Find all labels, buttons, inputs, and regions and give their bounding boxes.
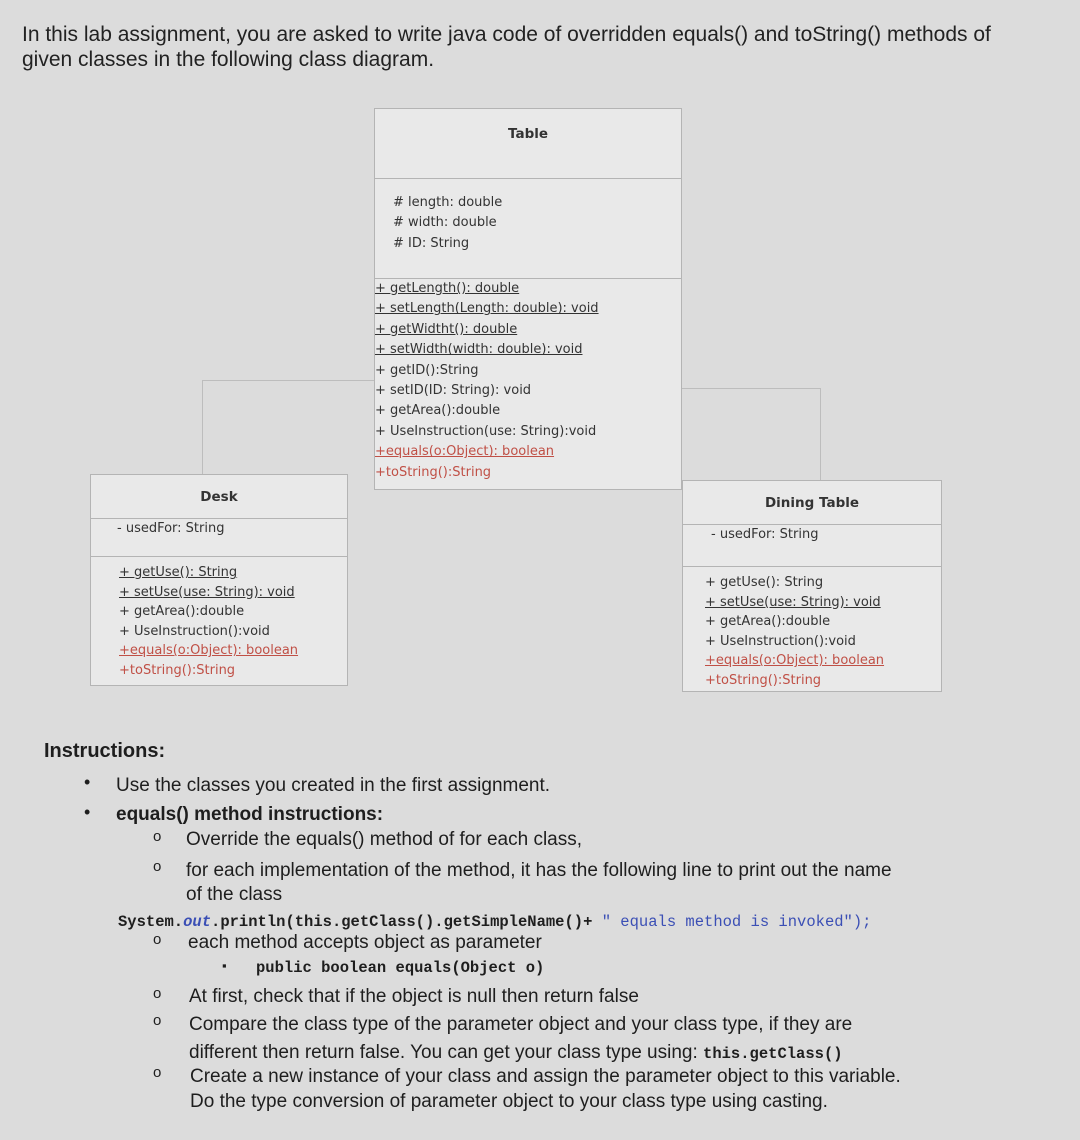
method: + UseInstruction(use: String):void [375, 423, 597, 439]
circle-bullet-icon: o [153, 858, 162, 875]
method: + getArea():double [705, 614, 831, 629]
attribute: - usedFor: String [117, 521, 225, 536]
method: + getUse(): String [705, 575, 824, 590]
circle-bullet-icon: o [153, 1012, 162, 1029]
instruction-subitem-cont: of the class [186, 884, 283, 905]
method: + getArea():double [119, 604, 245, 619]
method: +toString():String [705, 672, 822, 688]
attribute: # width: double [393, 215, 497, 231]
methods-section [375, 279, 681, 489]
method: +equals(o:Object): boolean [375, 444, 555, 460]
attributes-section [683, 525, 941, 567]
method: + getUse(): String [119, 565, 238, 580]
method: + setUse(use: String): void [705, 594, 881, 610]
attribute: - usedFor: String [711, 527, 819, 542]
attributes-section [375, 179, 681, 279]
code-string: " equals method is invoked"); [601, 913, 872, 931]
class-name: Dining Table [683, 481, 941, 525]
instruction-subitem: each method accepts object as parameter [188, 932, 542, 953]
methods-section [91, 557, 347, 685]
method: +toString():String [119, 662, 236, 678]
instruction-subitem-cont [189, 1041, 843, 1066]
square-bullet-icon: ▪ [222, 958, 227, 973]
method: + setWidth(width: double): void [375, 342, 583, 358]
method: + UseInstruction():void [119, 623, 270, 639]
attribute: # ID: String [393, 235, 470, 251]
instruction-subitem: Compare the class type of the parameter object and your class type, if they are [189, 1014, 853, 1035]
instruction-subitem: Create a new instance of your class and assign the parameter object to this variable. [190, 1066, 901, 1087]
instruction-item: Use the classes you created in the first assignment. [116, 775, 551, 796]
instruction-subitem-cont: Do the type conversion of parameter object to your class type using casting. [190, 1091, 828, 1112]
dining-connector [668, 388, 821, 481]
methods-section [683, 567, 941, 691]
instruction-subitem: At first, check that if the object is null then return false [189, 986, 639, 1007]
code-part: out [183, 913, 212, 931]
code-part: .println(this.getClass().getSimpleName()+ [211, 913, 602, 931]
uml-class-table [374, 108, 682, 490]
instructions-heading: Instructions: [44, 740, 166, 762]
method: +equals(o:Object): boolean [119, 643, 299, 658]
method: + getLength(): double [375, 281, 520, 296]
instruction-item: equals() method instructions: [116, 804, 384, 825]
instruction-subitem: Override the equals() method of for each class, [186, 829, 583, 850]
bullet-icon: • [84, 772, 91, 792]
bullet-icon: • [84, 802, 91, 822]
text-part: different then return false. You can get your class type using: [189, 1042, 704, 1063]
method: + setLength(Length: double): void [375, 301, 599, 317]
uml-class-desk [90, 474, 348, 686]
method: + setUse(use: String): void [119, 584, 295, 600]
attribute: # length: double [393, 195, 503, 210]
code-part: System. [118, 913, 184, 931]
instruction-subitem: for each implementation of the method, it has the following line to print out the name [186, 860, 892, 881]
uml-class-dining-table [682, 480, 942, 692]
circle-bullet-icon: o [153, 828, 162, 845]
circle-bullet-icon: o [153, 1064, 162, 1081]
method: +equals(o:Object): boolean [705, 653, 885, 668]
method: +toString():String [375, 464, 492, 480]
method: + setID(ID: String): void [375, 383, 532, 399]
code-inline: this.getClass() [703, 1045, 843, 1063]
circle-bullet-icon: o [153, 931, 162, 948]
method: + getArea():double [375, 403, 501, 419]
desk-connector [202, 380, 376, 476]
circle-bullet-icon: o [153, 985, 162, 1002]
attributes-section [91, 519, 347, 557]
intro-text: In this lab assignment, you are asked to write java code of overridden equals() and toString() methods of given classes in the following class diagram. [22, 23, 991, 71]
method: + getID():String [375, 362, 479, 378]
code-signature: public boolean equals(Object o) [256, 959, 545, 977]
method: + UseInstruction():void [705, 633, 856, 649]
class-name: Desk [91, 475, 347, 519]
method: + getWidtht(): double [375, 321, 518, 337]
class-name: Table [375, 109, 681, 179]
